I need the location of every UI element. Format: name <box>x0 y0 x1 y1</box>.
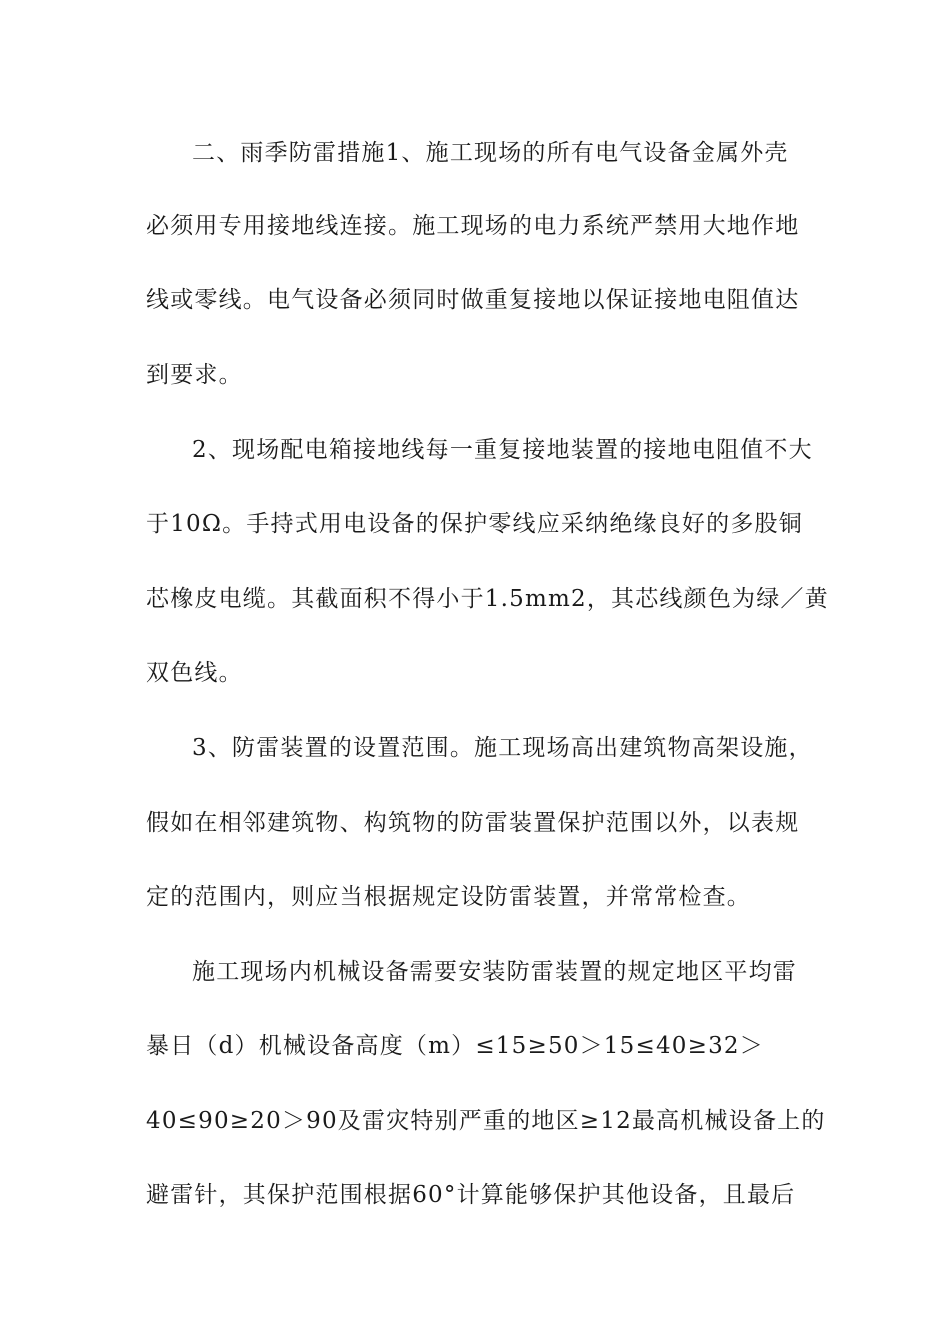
paragraph-2-line-1: 2、现场配电箱接地线每一重复接地装置的接地电阻值不大 <box>192 437 813 463</box>
paragraph-1-line-4: 到要求。 <box>146 362 243 388</box>
paragraph-1-line-3: 线或零线。电气设备必须同时做重复接地以保证接地电阻值达 <box>146 287 800 313</box>
paragraph-4-line-2: 暴日（d）机械设备高度（m）≤15≥50＞15≤40≥32＞ <box>146 1033 764 1059</box>
paragraph-2-line-4: 双色线。 <box>146 660 243 686</box>
paragraph-4-line-4: 避雷针，其保护范围根据60°计算能够保护其他设备，且最后 <box>146 1182 796 1208</box>
paragraph-1-line-1: 二、雨季防雷措施1、施工现场的所有电气设备金属外壳 <box>192 140 789 166</box>
paragraph-1-line-2: 必须用专用接地线连接。施工现场的电力系统严禁用大地作地 <box>146 213 800 239</box>
paragraph-3-line-1: 3、防雷装置的设置范围。施工现场高出建筑物高架设施， <box>192 735 813 761</box>
paragraph-3-line-2: 假如在相邻建筑物、构筑物的防雷装置保护范围以外，以表规 <box>146 810 800 836</box>
paragraph-4-line-3: 40≤90≥20＞90及雷灾特别严重的地区≥12最高机械设备上的 <box>146 1108 826 1134</box>
paragraph-4-line-1: 施工现场内机械设备需要安装防雷装置的规定地区平均雷 <box>192 959 797 985</box>
paragraph-3-line-3: 定的范围内，则应当根据规定设防雷装置，并常常检查。 <box>146 884 751 910</box>
paragraph-2-line-3: 芯橡皮电缆。其截面积不得小于1.5mm2，其芯线颜色为绿／黄 <box>146 586 829 612</box>
paragraph-2-line-2: 于10Ω。手持式用电设备的保护零线应采纳绝缘良好的多股铜 <box>146 511 803 537</box>
